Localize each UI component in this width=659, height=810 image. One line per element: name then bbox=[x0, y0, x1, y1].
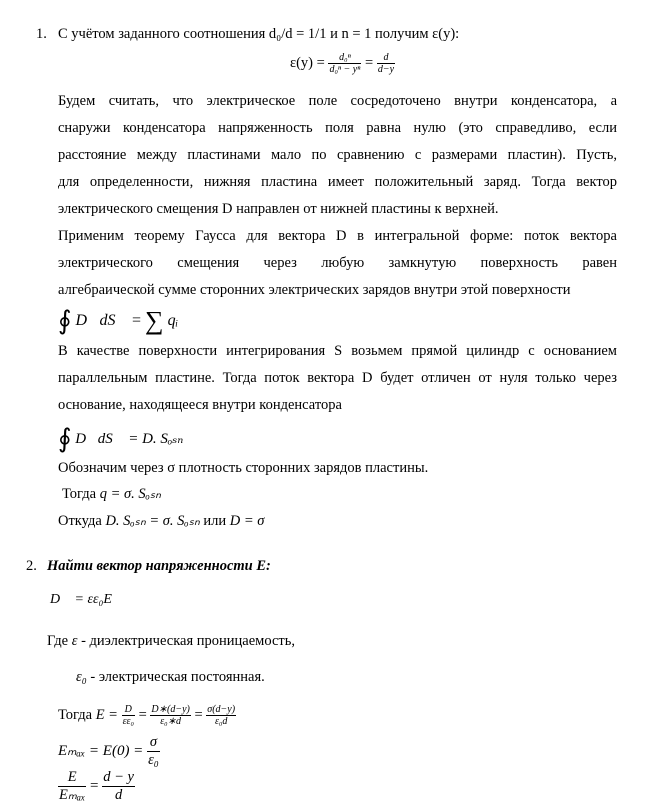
eps0-line bbox=[76, 669, 265, 686]
paragraph-gauss-theorem bbox=[58, 223, 617, 304]
emax-frac bbox=[147, 734, 160, 769]
flux-formula bbox=[58, 424, 183, 454]
e-frac-2-num: D∗(d−y) bbox=[151, 704, 190, 715]
flux-rhs: = D. Sₒₛₙ bbox=[128, 431, 184, 447]
emax-frac-num: σ bbox=[147, 734, 160, 752]
whence-line bbox=[58, 513, 264, 530]
paragraph-line: алгебраической сумме сторонних электрических зарядов внутри этой поверхности bbox=[58, 282, 571, 298]
emax-formula bbox=[58, 734, 160, 769]
d-eps-e-relation: D⃗ = εε₀E⃗ bbox=[50, 592, 123, 607]
item-2-number: 2. bbox=[26, 558, 37, 574]
then-e-formula: Тогда E = $\frac{D}{\text{εε₀}}$ = $\frac{D∗(d-y)}{\text{ε₀∗d}}$ = $\frac{\sigma(d-y)}{\text{ε₀d}}$ bbox=[58, 704, 236, 727]
item-1-intro: С учётом заданного соотношения d₀/d = 1/1 и n = 1 получим ε(y): bbox=[58, 26, 460, 42]
ratio-right-num: d − y bbox=[103, 769, 134, 785]
ratio-formula bbox=[58, 769, 135, 804]
ratio-right-den: d bbox=[114, 787, 123, 803]
gauss-integrand: D⃗dS⃗ bbox=[75, 312, 128, 329]
paragraph-line: снаружи конденсатора напряженность поля равна нулю (это справедливо, если bbox=[58, 120, 617, 136]
eps-frac-1 bbox=[328, 52, 361, 75]
whence-expr-1: D. Sₒₛₙ = σ. Sₒₛₙ bbox=[105, 513, 200, 529]
ratio-left-num: E bbox=[58, 769, 86, 787]
gauss-rhs: qᵢ bbox=[167, 312, 179, 329]
then-word: Тогда bbox=[58, 706, 93, 723]
paragraph-line: для определенности, нижняя пластина имеет положительный заряд. Тогда вектор bbox=[58, 174, 617, 190]
eps-eq: = bbox=[365, 54, 374, 71]
paragraph-line: расстояние между пластинами мало по сравнению с размерами пластин). Пусть, bbox=[58, 147, 617, 163]
whence-expr-2: D = σ bbox=[229, 513, 265, 529]
emax-lhs: Eₘₐₓ = E(0) = bbox=[58, 742, 144, 759]
paragraph-line: электрического смещения D направлен от нижней пластины к верхней. bbox=[58, 201, 499, 217]
e-frac-2-den: ε₀∗d bbox=[160, 716, 182, 727]
paragraph-line: Будем считать, что электрическое поле сосредоточено внутри конденсатора, а bbox=[58, 93, 617, 109]
or-word: или bbox=[203, 513, 227, 529]
e-frac-2 bbox=[150, 704, 190, 727]
eps-frac-2 bbox=[377, 52, 395, 75]
paragraph-line: параллельным пластине. Тогда поток вектора D будет отличен от нуля только через bbox=[58, 370, 617, 386]
then-word: Тогда bbox=[62, 486, 97, 502]
e-frac-1-num: D bbox=[122, 704, 135, 716]
ratio-eq: = bbox=[90, 777, 99, 794]
e-frac-3-num: σ(d−y) bbox=[207, 704, 236, 715]
where-word: Где bbox=[47, 633, 69, 649]
eps-frac-2-num: d bbox=[377, 52, 395, 64]
e-frac-1-den: εε₀ bbox=[122, 716, 134, 727]
item-2-heading: Найти вектор напряженности E: bbox=[47, 558, 271, 574]
eps-frac-1-den: d₀ⁿ − yⁿ bbox=[329, 64, 361, 75]
eps-frac-1-num: d₀ⁿ bbox=[328, 52, 361, 64]
contour-integral-symbol: ∮ bbox=[58, 306, 72, 335]
paragraph-line: электрического смещения через любую замкнутую поверхность равен bbox=[58, 255, 617, 271]
paragraph-surface bbox=[58, 338, 617, 419]
eps-frac-2-den: d−y bbox=[377, 64, 395, 75]
paragraph-line: основание, находящееся внутри конденсатора bbox=[58, 397, 342, 413]
gauss-formula bbox=[58, 306, 178, 336]
ratio-frac-right bbox=[102, 769, 135, 804]
e-frac-1 bbox=[122, 704, 135, 727]
eps0-description: - электрическая постоянная. bbox=[90, 669, 265, 685]
item-1-number: 1. bbox=[36, 26, 47, 42]
paragraph-line: Применим теорему Гаусса для вектора D в интегральной форме: поток вектора bbox=[58, 228, 617, 244]
e-frac-3-den: ε₀d bbox=[214, 716, 228, 727]
eps-lhs: ε(y) = bbox=[290, 54, 325, 71]
contour-integral-symbol: ∮ bbox=[58, 424, 72, 453]
paragraph-line: В качестве поверхности интегрирования S возьмем прямой цилиндр с основанием bbox=[58, 343, 617, 359]
whence-word: Откуда bbox=[58, 513, 102, 529]
where-line bbox=[47, 633, 295, 650]
paragraph-field-assumption bbox=[58, 88, 617, 223]
eps0-symbol: ε₀ bbox=[76, 669, 87, 685]
emax-frac-den: ε₀ bbox=[148, 752, 159, 768]
q-expression: q = σ. Sₒₛₙ bbox=[99, 486, 161, 502]
e-lhs: E = bbox=[95, 706, 118, 723]
eps-symbol: ε bbox=[71, 633, 78, 649]
e-frac-3 bbox=[206, 704, 236, 727]
sum-symbol: ∑ bbox=[145, 306, 164, 335]
flux-integrand: D⃗dS⃗ bbox=[75, 431, 125, 447]
then-q-line bbox=[62, 486, 161, 503]
gauss-eq: = bbox=[132, 312, 142, 329]
ratio-frac-left bbox=[58, 769, 86, 804]
sigma-definition: Обозначим через σ плотность сторонних зарядов пластины. bbox=[58, 460, 429, 476]
eps-description: - диэлектрическая проницаемость, bbox=[81, 633, 295, 649]
eps-formula bbox=[290, 52, 395, 75]
ratio-left-den: Eₘₐₓ bbox=[59, 787, 86, 803]
